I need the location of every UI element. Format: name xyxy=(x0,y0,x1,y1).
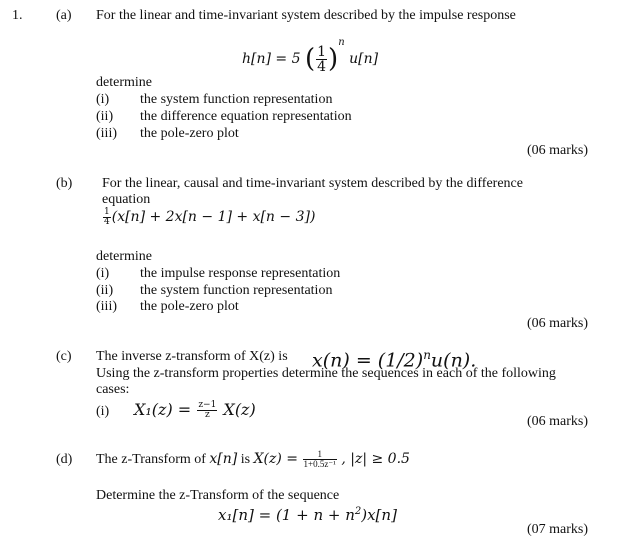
part-a-item-1: (i) the system function representation xyxy=(96,92,333,107)
part-b-item-1: (i) the impulse response representation xyxy=(96,266,341,281)
part-d-intro: The z-Transform of x[n] is X(z) = $\frac{1}{\text{1+0.5z⁻¹}}$ , |z| ≥ 0.5 xyxy=(96,449,410,470)
part-b-intro-line2: equation xyxy=(102,192,151,207)
part-a-eq-lhs: h[n] = 5 xyxy=(242,51,301,67)
part-b-eq-fraction: $\frac{1}{4}$ xyxy=(104,206,110,227)
part-b-item-3: (iii) the pole-zero plot xyxy=(96,299,239,314)
part-b-label: (b) xyxy=(56,176,73,191)
part-b-item-2: (ii) the system function representation xyxy=(96,283,333,298)
part-a-equation: h[n] = 5 ( $\frac{1}{4}$ )$^n$ u[n] xyxy=(242,37,379,75)
part-d-marks: (07 marks) xyxy=(526,522,588,537)
part-c-line2: Using the z-transform properties determine the sequences in each of the following xyxy=(96,366,556,381)
part-a-label: (a) xyxy=(56,8,72,23)
part-a-eq-rhs: u[n] xyxy=(349,51,379,67)
part-d-eq-fraction: $\frac{1}{\text{1+0.5z⁻¹}}$ xyxy=(303,449,336,470)
question-number: 1. xyxy=(12,8,23,23)
part-c-equation: $x(n) = (1/2)^nu(n)$. xyxy=(312,348,477,372)
part-b-equation xyxy=(102,206,315,228)
part-c-item-fraction: $\frac{z-1}{z}$ xyxy=(198,400,217,420)
part-d-line2: Determine the z-Transform of the sequence xyxy=(96,488,340,503)
part-b-determine: determine xyxy=(96,249,152,264)
part-b-marks: (06 marks) xyxy=(526,316,588,331)
part-c-item-num: (i) xyxy=(96,404,110,419)
part-c-intro: The inverse z-transform of X(z) is xyxy=(96,349,288,364)
part-c-marks: (06 marks) xyxy=(526,414,588,429)
part-c-line3: cases: xyxy=(96,382,130,397)
part-d-label: (d) xyxy=(56,452,73,467)
part-b-eq-body: (x[n] + 2x[n − 1] + x[n − 3]) xyxy=(111,209,316,225)
part-a-determine: determine xyxy=(96,75,152,90)
part-b-intro-line1: For the linear, causal and time-invariant system described by the difference xyxy=(102,176,523,191)
part-a-marks: (06 marks) xyxy=(526,143,588,158)
part-a-item-2: (ii) the difference equation representation xyxy=(96,109,352,124)
part-a-eq-exponent: n xyxy=(338,37,345,48)
part-a-item-3: (iii) the pole-zero plot xyxy=(96,126,239,141)
part-c-item-1: (i) X₁(z) = $\frac{z-1}{z}$ X(z) xyxy=(96,400,256,420)
part-c-label: (c) xyxy=(56,349,72,364)
part-d-equation: $x_1[n] = (1 + n + n^2)x[n]$ xyxy=(218,506,397,524)
part-a-eq-fraction: $\frac{1}{4}$ xyxy=(317,43,327,75)
part-a-intro: For the linear and time-invariant system described by the impulse response xyxy=(96,8,516,23)
